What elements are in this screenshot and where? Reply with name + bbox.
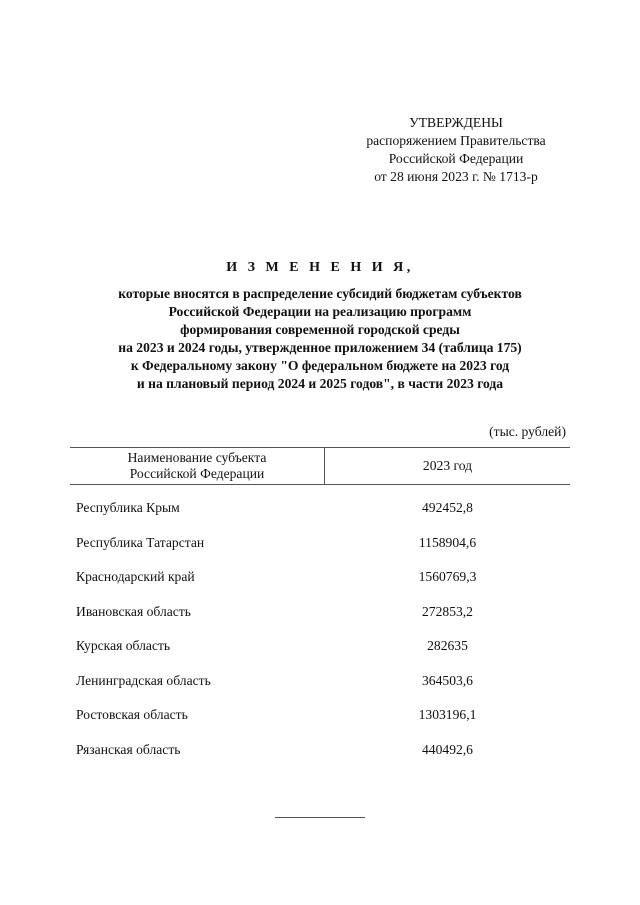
document-title: И З М Е Н Е Н И Я, <box>226 260 414 275</box>
subtitle-line: к Федеральному закону "О федеральном бюджете на 2023 год <box>130 358 510 373</box>
subsidy-value: 364503,6 <box>422 672 473 688</box>
subtitle-line: на 2023 и 2024 годы, утвержденное приложением 34 (таблица 175) <box>118 340 522 355</box>
units-label: (тыс. рублей) <box>489 424 566 439</box>
approval-date-line: от 28 июня 2023 г. № 1713-р <box>374 169 538 184</box>
header-region-name-line: Наименование субъекта <box>127 450 267 465</box>
end-divider <box>275 817 365 818</box>
table-row <box>70 742 570 777</box>
region-name: Ростовская область <box>76 707 188 722</box>
approval-line: распоряжением Правительства <box>366 133 546 148</box>
approval-line: Российской Федерации <box>388 151 524 166</box>
table-row <box>70 569 570 604</box>
table-row <box>70 535 570 570</box>
region-name: Курская область <box>76 638 171 653</box>
table-header <box>70 447 570 485</box>
table-row <box>70 638 570 673</box>
subtitle-line: формирования современной городской среды <box>180 322 460 337</box>
table-row <box>70 673 570 708</box>
header-year: 2023 год <box>422 458 473 473</box>
table-row <box>70 500 570 535</box>
approval-block <box>340 114 572 186</box>
region-name: Рязанская область <box>76 741 181 757</box>
header-region-name-line: Российской Федерации <box>129 466 265 481</box>
document-subtitle <box>0 285 640 393</box>
subsidy-value: 1560769,3 <box>418 569 477 584</box>
approval-heading: УТВЕРЖДЕНЫ <box>409 115 503 130</box>
subtitle-line: и на плановый период 2024 и 2025 годов", в части 2023 года <box>136 376 504 391</box>
region-name: Ленинградская область <box>76 672 211 688</box>
header-region-name <box>70 448 325 484</box>
subtitle-line: Российской Федерации на реализацию программ <box>168 304 472 319</box>
region-name: Краснодарский край <box>76 569 195 584</box>
region-name: Республика Татарстан <box>76 534 205 550</box>
subsidy-value: 1158904,6 <box>418 534 477 550</box>
region-name: Ивановская область <box>76 603 191 619</box>
region-name: Республика Крым <box>76 500 180 515</box>
table-body <box>70 500 570 776</box>
subtitle-line: которые вносятся в распределение субсидий бюджетам субъектов <box>118 286 522 301</box>
subsidy-value: 282635 <box>427 638 468 653</box>
table-row <box>70 707 570 742</box>
subsidy-value: 492452,8 <box>422 500 473 515</box>
subsidy-value: 440492,6 <box>422 741 473 757</box>
subsidy-value: 272853,2 <box>422 603 473 619</box>
subsidy-value: 1303196,1 <box>418 707 477 722</box>
table-row <box>70 604 570 639</box>
